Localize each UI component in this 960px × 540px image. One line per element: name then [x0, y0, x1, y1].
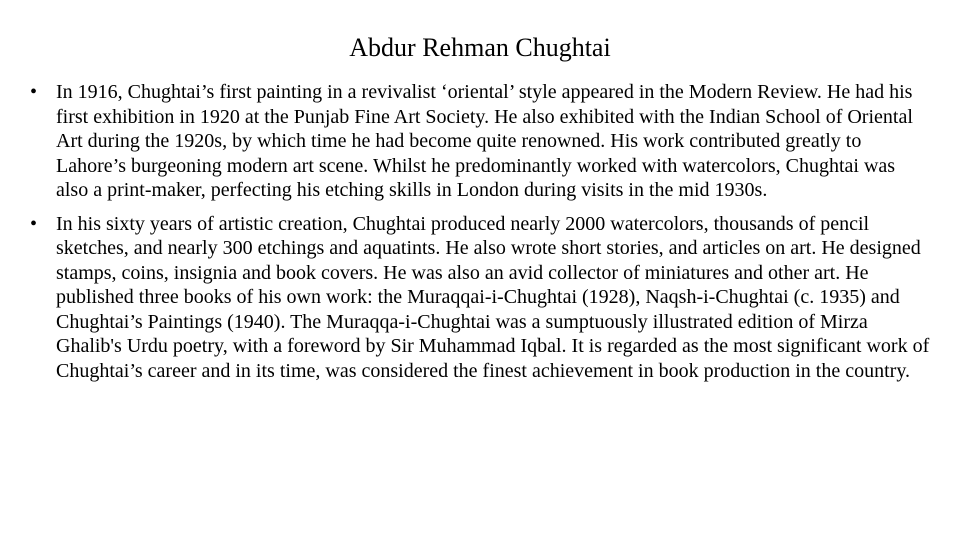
slide-title: Abdur Rehman Chughtai — [349, 33, 611, 62]
bullet-item — [30, 212, 930, 384]
bullet-text: In his sixty years of artistic creation, Chughtai produced nearly 2000 watercolors, thousands of pencil sketches, and nearly 300 etchings and aquatints. He also wrote short stories, and articles on art. He designed stamps, coins, insignia and book covers. He was also an avid collector of miniatures and other art. He published three books of his own work: the Muraqqai-i-Chughtai (1928), Naqsh-i-Chughtai (c. 1935) and Chughtai’s Paintings (1940). The Muraqqa-i-Chughtai was a sumptuously illustrated edition of Mirza Ghalib's Urdu poetry, with a foreword by Sir Muhammad Iqbal. It is regarded as the most significant work of Chughtai’s career and in its time, was considered the finest achievement in book production in the country. — [56, 212, 930, 382]
bullet-item — [30, 80, 930, 203]
bullet-list — [30, 80, 930, 392]
bullet-icon: • — [30, 81, 38, 103]
bullet-text: In 1916, Chughtai’s first painting in a revivalist ‘oriental’ style appeared in the Modern Review. He had his first exhibition in 1920 at the Punjab Fine Art Society. He also exhibited with the Indian School of Oriental Art during the 1920s, by which time he had become quite renowned. His work contributed greatly to Lahore’s burgeoning modern art scene. Whilst he predominantly worked with watercolors, Chughtai was also a print-maker, perfecting his etching skills in London during visits in the mid 1930s. — [56, 81, 913, 201]
bullet-icon: • — [30, 212, 38, 235]
